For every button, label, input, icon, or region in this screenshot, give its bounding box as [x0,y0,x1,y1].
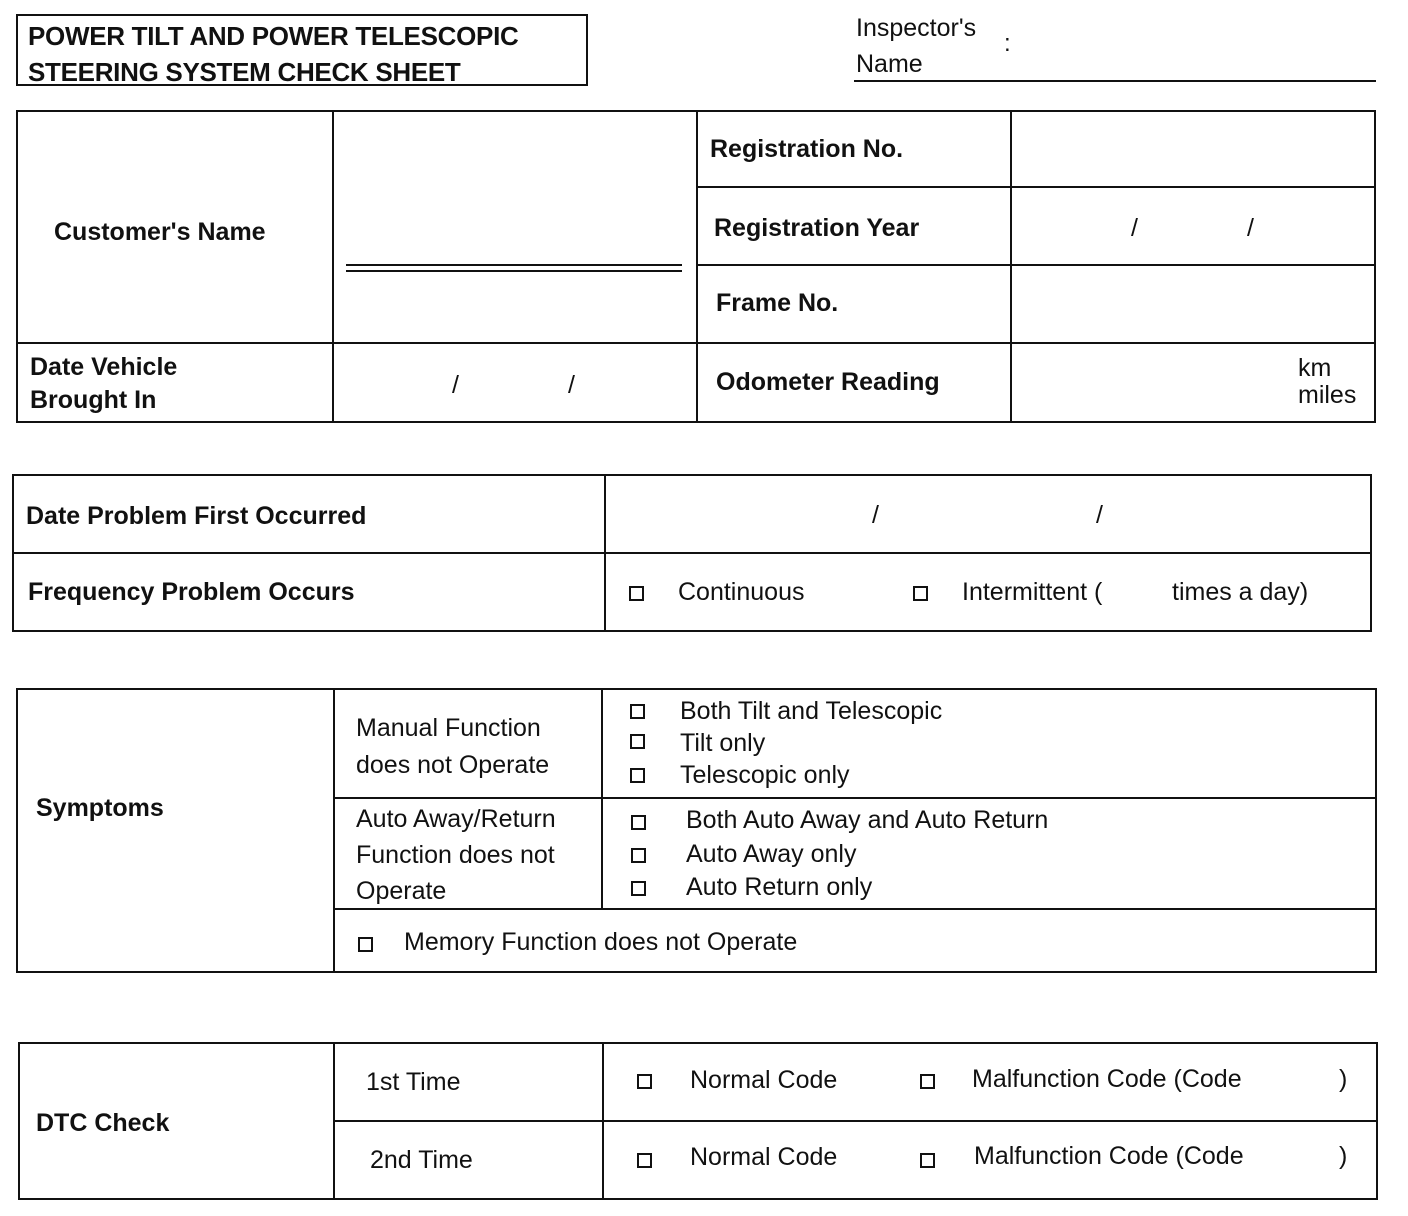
registration-no-field[interactable] [1012,112,1374,185]
option-both-auto: Both Auto Away and Auto Return [686,806,1049,834]
manual-function-label-line-1: Manual Function [356,714,541,742]
odometer-unit-miles: miles [1298,381,1357,409]
date-first-occurred-label: Date Problem First Occurred [26,502,367,530]
option-tilt-only: Tilt only [680,729,766,757]
auto-function-label-line-2: Function does not [356,841,555,869]
option-auto-return-only: Auto Return only [686,873,873,901]
inspector-label-line-1: Inspector's [856,14,977,42]
frame-no-label: Frame No. [716,289,839,317]
divider [16,342,1376,344]
second-normal-code-label: Normal Code [690,1143,838,1171]
manual-function-label-line-2: does not Operate [356,751,550,779]
inspector-name-field[interactable] [854,80,1376,82]
manual-function-label [356,710,549,784]
option-telescopic-only: Telescopic only [680,761,850,789]
registration-year-label: Registration Year [714,214,920,242]
frequency-label: Frequency Problem Occurs [28,578,355,606]
date-separator: / [452,371,459,399]
inspector-colon: : [1004,30,1011,57]
customer-name-label: Customer's Name [54,218,266,246]
checkbox-intermittent[interactable] [913,586,928,601]
divider [696,110,698,423]
first-normal-code-label: Normal Code [690,1066,838,1094]
checkbox-memory-function[interactable] [358,937,373,952]
option-memory-function: Memory Function does not Operate [404,928,798,956]
title-line-2: STEERING SYSTEM CHECK SHEET [28,57,461,87]
date-brought-in-label-line-1: Date Vehicle [30,353,178,381]
auto-function-label-line-3: Operate [356,877,447,905]
dtc-first-time-label: 1st Time [366,1068,461,1096]
auto-function-label-line-1: Auto Away/Return [356,805,556,833]
divider [333,797,1377,799]
odometer-unit-km: km [1298,354,1332,382]
frame-no-field[interactable] [1012,266,1374,341]
continuous-label: Continuous [678,578,805,606]
checkbox-both-tilt-telescopic[interactable] [630,704,645,719]
customer-name-field[interactable] [346,264,682,272]
checkbox-tilt-only[interactable] [630,734,645,749]
intermittent-label: Intermittent ( [962,578,1103,606]
first-close-paren: ) [1339,1065,1348,1093]
checkbox-auto-away-only[interactable] [631,848,646,863]
second-close-paren: ) [1339,1142,1348,1170]
date-separator: / [872,501,879,529]
checkbox-second-normal-code[interactable] [637,1153,652,1168]
title-line-1: POWER TILT AND POWER TELESCOPIC [28,21,519,51]
date-separator: / [1096,501,1103,529]
date-separator: / [1131,214,1138,242]
symptoms-label: Symptoms [36,794,164,822]
times-a-day-label: times a day) [1172,578,1309,606]
date-brought-in-label [30,351,177,417]
inspector-label-line-2: Name [856,50,923,78]
second-malfunction-code-label: Malfunction Code (Code [974,1142,1244,1170]
divider [333,1120,1378,1122]
dtc-second-time-label: 2nd Time [370,1146,473,1174]
divider [696,186,1376,188]
checkbox-auto-return-only[interactable] [631,881,646,896]
checkbox-first-normal-code[interactable] [637,1074,652,1089]
option-auto-away-only: Auto Away only [686,840,857,868]
odometer-units [1298,355,1356,409]
first-malfunction-code-label: Malfunction Code (Code [972,1065,1242,1093]
checkbox-second-malfunction-code[interactable] [920,1153,935,1168]
registration-no-label: Registration No. [710,135,904,163]
date-separator: / [568,371,575,399]
auto-function-label [356,801,556,909]
checkbox-continuous[interactable] [629,586,644,601]
checkbox-first-malfunction-code[interactable] [920,1074,935,1089]
checkbox-both-auto[interactable] [631,815,646,830]
option-both-tilt-telescopic: Both Tilt and Telescopic [680,697,943,725]
dtc-check-label: DTC Check [36,1109,170,1137]
inspector-label [856,10,976,82]
odometer-label: Odometer Reading [716,368,940,396]
date-brought-in-label-line-2: Brought In [30,386,157,414]
divider [601,688,603,910]
divider [333,688,335,973]
divider [12,552,1372,554]
sheet-title [16,14,588,86]
divider [332,110,334,423]
date-separator: / [1247,214,1254,242]
checkbox-telescopic-only[interactable] [630,768,645,783]
